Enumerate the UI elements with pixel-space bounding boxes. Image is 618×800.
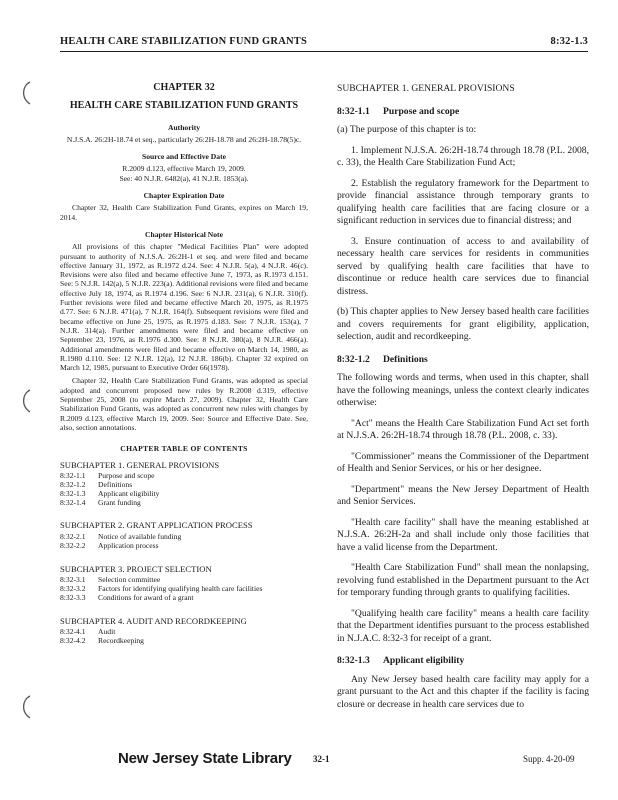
toc-entry-label: Selection committee <box>98 574 161 584</box>
header-title: HEALTH CARE STABILIZATION FUND GRANTS <box>60 36 308 47</box>
toc-entry-number: 8:32-2.1 <box>60 531 86 541</box>
punch-hole-mark <box>18 694 36 720</box>
paragraph-a-2: 2. Establish the regulatory framework for the Department to provide financial assistance through temporary grants to qualifying health care facilities that are facing closure or a significant reduction in services due to financial distress; and <box>337 177 589 226</box>
toc-entry-number: 8:32-4.2 <box>60 635 86 645</box>
source-heading: Source and Effective Date <box>141 152 226 162</box>
running-header <box>60 36 588 50</box>
toc-subchapter-3 <box>60 565 308 603</box>
source-line-2: See: 40 N.J.R. 6482(a), 41 N.J.R. 1853(a). <box>119 173 249 183</box>
toc-entry-label: Conditions for award of a grant <box>98 592 194 602</box>
authority-text: N.J.S.A. 26:2H-18.74 et seq., particularly 26:2H-18.78 and 26:2H-18.78(5)c. <box>66 134 302 144</box>
page-number: 32-1 <box>313 754 330 764</box>
toc-entry-number: 8:32-4.1 <box>60 626 86 636</box>
definition-commissioner: "Commissioner" means the Commissioner of the Department of Health and Senior Services, or his or her designee. <box>337 450 589 474</box>
expiration-text: Chapter 32, Health Care Stabilization Fund Grants, expires on March 19, 2014. <box>60 203 308 222</box>
toc-entry-number: 8:32-3.2 <box>60 583 86 593</box>
toc-entry-number: 8:32-1.1 <box>60 470 86 480</box>
section-heading-1-3 <box>337 655 589 668</box>
section-title: Applicant eligibility <box>383 655 465 666</box>
toc-entry-label: Notice of available funding <box>98 531 182 541</box>
toc-entry-number: 8:32-3.1 <box>60 574 86 584</box>
section-heading-1-1 <box>337 106 589 119</box>
toc-entry-number: 8:32-1.3 <box>60 488 86 498</box>
toc-subchapter-title: SUBCHAPTER 1. GENERAL PROVISIONS <box>60 459 220 470</box>
header-rule <box>60 51 588 52</box>
section-title: Purpose and scope <box>383 105 460 117</box>
toc-entry-label: Definitions <box>98 479 133 489</box>
toc-subchapter-title: SUBCHAPTER 4. AUDIT AND RECORDKEEPING <box>60 615 247 626</box>
toc-entry[interactable] <box>60 542 308 551</box>
toc-entry[interactable] <box>60 594 308 603</box>
paragraph-a-1: 1. Implement N.J.S.A. 26:2H-18.74 through 18.78 (P.L. 2008, c. 33), the Health Care Stabilization Fund Act; <box>337 144 589 168</box>
historical-note-paragraph-1: All provisions of this chapter "Medical Facilities Plan" were adopted pursuant to authority of N.J.S.A. 26:2H-1 et seq. and were filed and became effective January 31, 1972, as R.1972 d.24. See: 4 N.J.R. 5(a), 4 N.J.R. 46(c). Revisions were also filed and became effective June 7, 1973, as R.1973 d.151. See: 5 N.J.R. 142(a), 5 N.J.R. 223(a). Additional revisions were filed and became effective July 18, 1974, as R.1974 d.196. See: 6 N.J.R. 231(a), 6 N.J.R. 310(f). Further revisions were filed and became effective March 20, 1975, as R.1975 d.77. See: 6 N.J.R. 471(a), 7 N.J.R. 164(f). Subsequent revisions were filed and became effective on June 25, 1975, as R.1975 d.183. See: 7 N.J.R. 153(a), 7 N.J.R. 314(a). Further amendments were filed and became effective on September 23, 1976, as R.1976 d.300. See: 8 N.J.R. 380(a), 8 N.J.R. 466(a). Additional amendments were filed and became effective on March 14, 1980, as R.1980 d.110. See: 12 N.J.R. 12(a), 12 N.J.R. 186(b). Chapter 32 expired on March 12, 1985, pursuant to Executive Order 66(1978). <box>60 242 308 373</box>
eligibility-paragraph: Any New Jersey based health care facility may apply for a grant pursuant to the Act and this chapter if the facility is facing closure or decrease in health care services due to <box>337 673 589 710</box>
toc-subchapter-title: SUBCHAPTER 2. GRANT APPLICATION PROCESS <box>60 520 253 531</box>
toc-entry-number: 8:32-3.3 <box>60 592 86 602</box>
definitions-intro: The following words and terms, when used in this chapter, shall have the following meanings, unless the context clearly indicates otherwise: <box>337 372 589 408</box>
historical-note-paragraph-2: Chapter 32, Health Care Stabilization Fund Grants, was adopted as special adopted and concurrent proposed new rules by R.2008 d.319, effective September 25, 2008 (to expire March 27, 2009). Chapter 32, Health Care Stabilization Fund Grants, was adopted as concurrent new rules with changes by R.2009 d.123, effective March 19, 2009. See: Source and Effective Date. See, also, section annotations. <box>60 376 308 432</box>
library-watermark: New Jersey State Library <box>118 750 292 767</box>
section-heading-1-2 <box>337 354 589 367</box>
punch-hole-mark <box>18 388 36 414</box>
toc-entry-number: 8:32-1.4 <box>60 497 86 507</box>
toc-entry-label: Factors for identifying qualifying health care facilities <box>98 583 263 593</box>
toc-entry-label: Application process <box>98 540 159 550</box>
paragraph-b: (b) This chapter applies to New Jersey based health care facilities and covers requirements for grant eligibility, application, selection, audit and recordkeeping. <box>337 306 589 342</box>
header-section-number: 8:32-1.3 <box>550 36 588 47</box>
definition-qualifying-facility: "Qualifying health care facility" means a health care facility that the Department identifies pursuant to the process established in N.J.A.C. 8:32-3 for receipt of a grant. <box>337 607 589 644</box>
subchapter-heading: SUBCHAPTER 1. GENERAL PROVISIONS <box>337 83 515 94</box>
left-column <box>60 83 308 646</box>
toc-entry-label: Purpose and scope <box>98 470 155 480</box>
expiration-heading: Chapter Expiration Date <box>143 191 225 201</box>
toc-subchapter-2 <box>60 521 308 550</box>
authority-heading: Authority <box>167 122 201 132</box>
toc-entry-label: Applicant eligibility <box>98 488 160 498</box>
historical-note-heading: Chapter Historical Note <box>145 229 223 239</box>
section-title: Definitions <box>383 353 428 365</box>
toc-entry-number: 8:32-1.2 <box>60 479 86 489</box>
definition-health-care-facility: "Health care facility" shall have the meaning established at N.J.S.A. 26:2H-2a and shall include only those facilities that have a valid license from the Department. <box>337 516 589 553</box>
section-number: 8:32-1.2 <box>337 353 370 365</box>
toc-entry-number: 8:32-2.2 <box>60 540 86 550</box>
table-of-contents-heading: CHAPTER TABLE OF CONTENTS <box>120 444 248 454</box>
toc-subchapter-title: SUBCHAPTER 3. PROJECT SELECTION <box>60 563 212 574</box>
chapter-title: HEALTH CARE STABILIZATION FUND GRANTS <box>69 100 299 112</box>
paragraph-a: (a) The purpose of this chapter is to: <box>337 124 477 135</box>
definition-department: "Department" means the New Jersey Department of Health and Senior Services. <box>337 483 589 507</box>
punch-hole-mark <box>18 80 36 106</box>
toc-entry-label: Grant funding <box>98 497 141 507</box>
right-column <box>337 83 589 719</box>
definition-stabilization-fund: "Health Care Stabilization Fund" shall mean the nonlapsing, revolving fund established in the Department pursuant to the Act for temporary funding through grants to qualifying facilities. <box>337 562 589 598</box>
section-number: 8:32-1.1 <box>337 105 370 117</box>
toc-entry-label: Audit <box>98 626 116 636</box>
chapter-number: CHAPTER 32 <box>153 82 215 93</box>
paragraph-a-3: 3. Ensure continuation of access to and availability of necessary health care services for residents in communities served by qualifying health care facilities that have to discontinue or reduce health care services due to financial distress. <box>337 235 589 297</box>
toc-entry[interactable] <box>60 637 308 646</box>
definition-act: "Act" means the Health Care Stabilization Fund Act set forth at N.J.S.A. 26:2H-18.74 through 18.78 (P.L. 2008, c. 33). <box>337 417 589 441</box>
supplement-date: Supp. 4-20-09 <box>523 754 575 764</box>
toc-entry-label: Recordkeeping <box>98 635 144 645</box>
section-number: 8:32-1.3 <box>337 655 370 666</box>
toc-entry[interactable] <box>60 499 308 508</box>
toc-subchapter-1 <box>60 461 308 508</box>
source-line-1: R.2009 d.123, effective March 19, 2009. <box>122 164 246 174</box>
toc-subchapter-4 <box>60 617 308 646</box>
